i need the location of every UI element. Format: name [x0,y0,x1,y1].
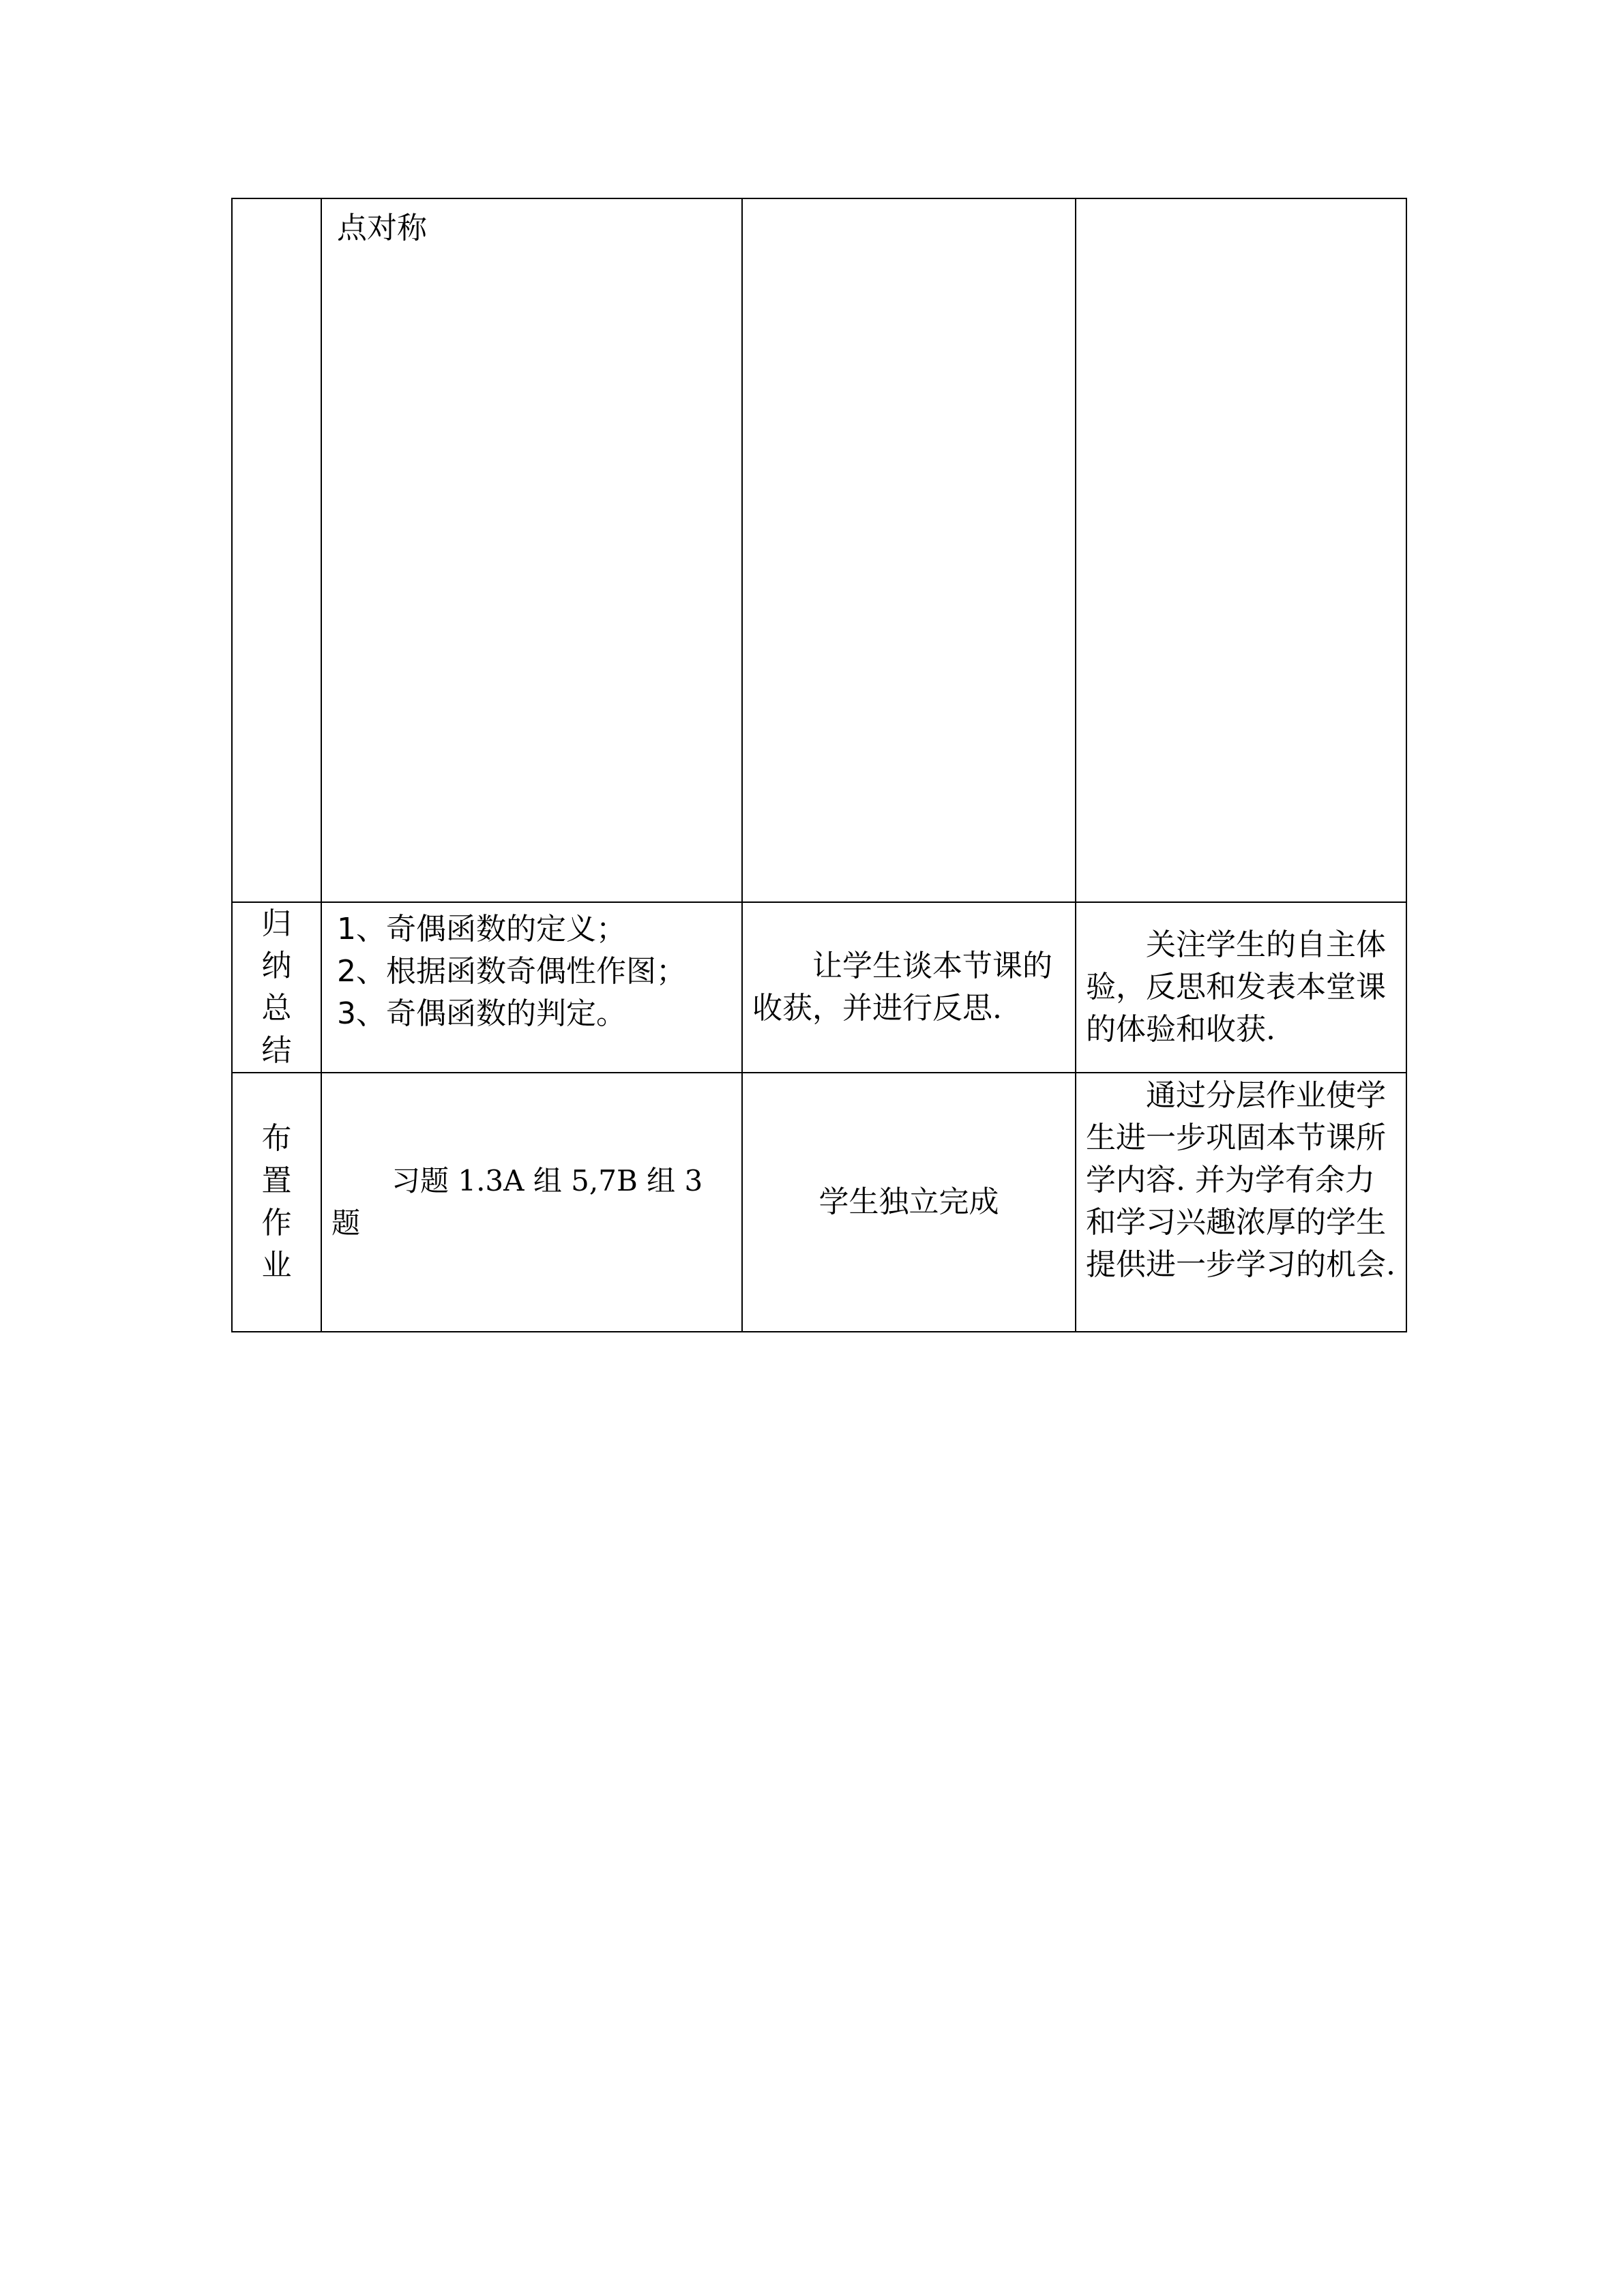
homework-student-activity-cell [742,1073,1076,1332]
summary-item-1: 1、奇偶函数的定义； [337,912,626,946]
design-intent-cell [1076,198,1406,902]
table-row-continuation [232,198,1406,902]
stage-label-homework-text: 布置作业 [261,1121,292,1283]
homework-content-cell [321,1073,742,1332]
summary-student-activity-cell [742,902,1076,1073]
stage-label-homework [232,1073,321,1332]
student-activity-text [743,199,1075,207]
homework-student-activity-text: 学生独立完成 [818,1184,999,1219]
table-row-summary [232,902,1406,1073]
homework-design-intent-text: 通过分层作业使学生进一步巩固本节课所学内容. 并为学有余力和学习兴趣浓厚的学生提供进一步学习的机会. [1086,1078,1396,1282]
summary-item-2: 2、根据函数奇偶性作图； [337,954,686,989]
content-text: 点对称 [337,211,427,245]
homework-content-text: 习题 1.3A 组 5,7B 组 3 题 [331,1164,703,1240]
stage-label-summary-text: 归纳总结 [261,906,292,1068]
summary-item-3: 3、奇偶函数的判定。 [337,996,626,1031]
stage-label-summary [232,902,321,1073]
summary-design-intent-text: 关注学生的自主体验，反思和发表本堂课的体验和收获. [1086,927,1386,1047]
design-intent-text [1076,199,1406,207]
homework-design-intent-cell [1076,1073,1406,1332]
content-cell [321,198,742,902]
summary-student-activity-text: 让学生谈本节课的收获，并进行反思. [752,949,1052,1026]
student-activity-cell [742,198,1076,902]
lesson-plan-table [231,198,1407,1332]
table-row-homework [232,1073,1406,1332]
summary-content-cell [321,902,742,1073]
stage-label-cell-empty [232,198,321,902]
summary-design-intent-cell [1076,902,1406,1073]
